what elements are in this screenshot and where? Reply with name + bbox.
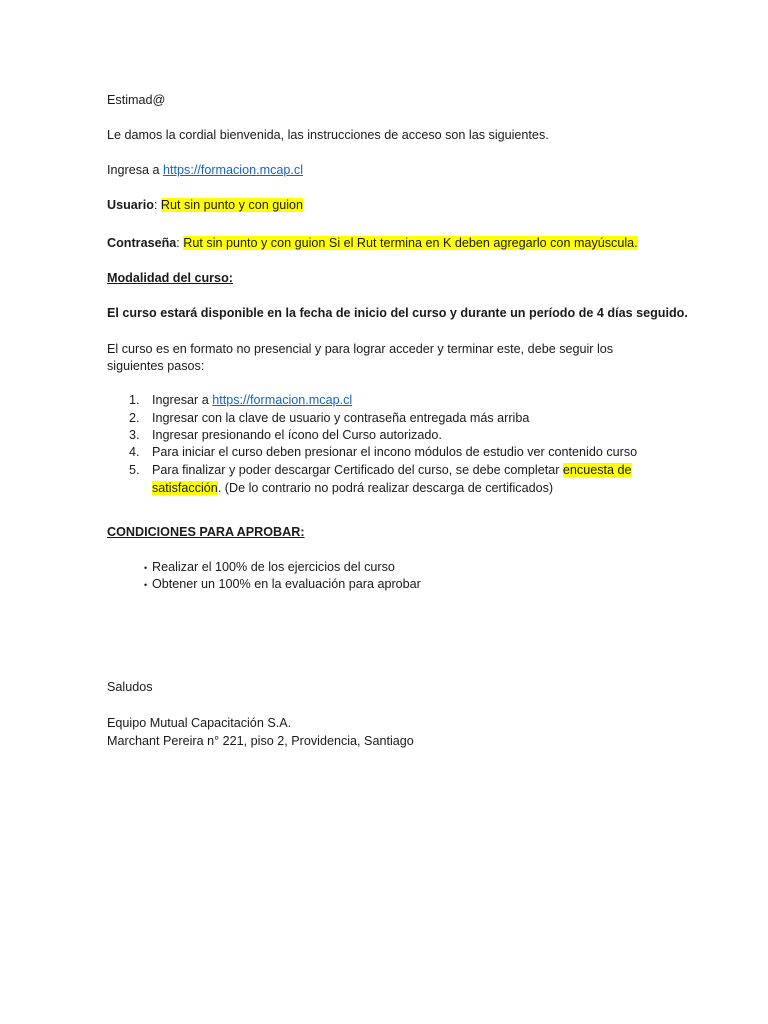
modality-heading: Modalidad del curso: <box>107 271 233 285</box>
condition-item <box>144 576 421 594</box>
welcome-text: Le damos la cordial bienvenida, las instrucciones de acceso son las siguientes. <box>107 128 549 142</box>
signature-address: Marchant Pereira n° 221, piso 2, Providencia, Santiago <box>107 734 414 748</box>
step-number: 4. <box>129 445 140 459</box>
step-number: 3. <box>129 428 140 442</box>
step-text: Ingresar a <box>152 393 213 407</box>
format-intro-line2: siguientes pasos: <box>107 359 205 373</box>
step-number: 5. <box>129 463 140 477</box>
user-separator: : <box>153 198 161 212</box>
step-item: Ingresar presionando el ícono del Curso autorizado. <box>152 428 442 442</box>
bullet-icon: • <box>144 580 148 590</box>
step-text: Para finalizar y poder descargar Certificado del curso, se debe completar <box>152 463 563 477</box>
step-item: Para iniciar el curso deben presionar el incono módulos de estudio ver contenido curso <box>152 445 638 459</box>
user-value: Rut sin punto y con guion <box>160 198 304 212</box>
user-line <box>107 197 303 214</box>
survey-highlight: satisfacción <box>152 481 218 495</box>
user-label: Usuario <box>107 198 154 212</box>
survey-highlight: encuesta de <box>562 463 632 477</box>
greeting: Estimad@ <box>107 93 166 107</box>
access-line <box>107 162 303 179</box>
step-item <box>152 392 352 409</box>
password-separator: : <box>176 236 184 250</box>
step-item: Ingresar con la clave de usuario y contraseña entregada más arriba <box>152 411 530 425</box>
condition-item <box>144 559 395 577</box>
signature-team: Equipo Mutual Capacitación S.A. <box>107 716 292 730</box>
step-text: . (De lo contrario no podrá realizar descarga de certificados) <box>217 481 554 495</box>
password-line <box>107 235 638 252</box>
access-prefix: Ingresa a <box>107 163 164 177</box>
closing: Saludos <box>107 680 153 694</box>
condition-text: Obtener un 100% en la evaluación para aprobar <box>152 577 421 591</box>
step-item-continued <box>152 480 553 497</box>
step-item <box>152 462 632 479</box>
conditions-heading: CONDICIONES PARA APROBAR: <box>107 525 305 539</box>
step-number: 2. <box>129 411 140 425</box>
bullet-icon: • <box>144 563 148 573</box>
access-link[interactable]: https://formacion.mcap.cl <box>163 163 303 177</box>
password-value: Rut sin punto y con guion Si el Rut termina en K deben agregarlo con mayúscula. <box>183 236 638 250</box>
step-number: 1. <box>129 393 140 407</box>
availability-text: El curso estará disponible en la fecha de inicio del curso y durante un período de 4 días seguido. <box>107 306 688 320</box>
format-intro-line1: El curso es en formato no presencial y para lograr acceder y terminar este, debe seguir los <box>107 342 614 356</box>
password-label: Contraseña <box>107 236 177 250</box>
step-link[interactable]: https://formacion.mcap.cl <box>212 393 353 407</box>
condition-text: Realizar el 100% de los ejercicios del curso <box>152 560 395 574</box>
